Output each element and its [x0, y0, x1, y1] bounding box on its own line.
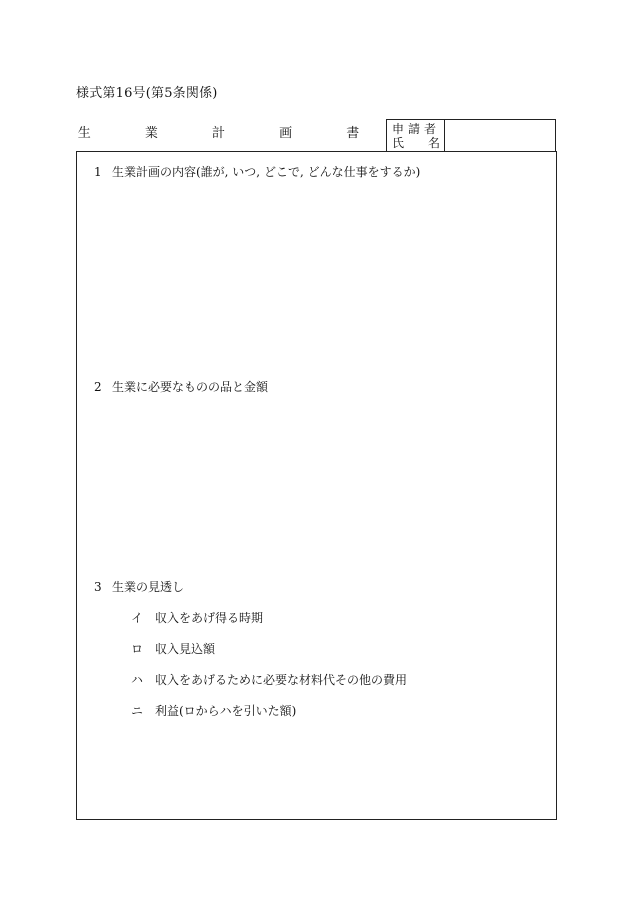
applicant-label-line2: 氏 名: [392, 136, 440, 150]
form-number: 様式第16号(第5条関係): [76, 86, 218, 101]
applicant-label: [387, 120, 445, 151]
section-number: 1: [94, 165, 102, 179]
subitem-text: 収入をあげ得る時期: [155, 611, 264, 625]
subitem-ni: [131, 702, 296, 719]
section-3-entry-area[interactable]: [77, 722, 556, 818]
page-title: 生 業 計 画 書: [77, 126, 385, 141]
subitem-text: 収入見込額: [155, 642, 216, 656]
subitem-mark: イ: [131, 611, 144, 625]
applicant-name-field[interactable]: [445, 120, 555, 151]
section-1-entry-area[interactable]: [77, 182, 556, 372]
section-text: 生業計画の内容(誰が, いつ, どこで, どんな仕事をするか): [112, 165, 421, 179]
section-2-entry-area[interactable]: [77, 397, 556, 567]
section-text: 生業の見透し: [112, 580, 185, 594]
subitem-mark: ニ: [131, 704, 144, 718]
section-1: [94, 163, 420, 180]
applicant-label-line1: 申請者: [392, 122, 441, 136]
section-2: [94, 378, 268, 395]
section-3: [94, 578, 184, 595]
section-number: 2: [94, 380, 102, 394]
subitem-mark: ハ: [131, 673, 144, 687]
subitem-text: 利益(ロからハを引いた額): [155, 704, 297, 718]
subitem-ro: [131, 640, 215, 657]
subitem-i: [131, 609, 263, 626]
subitem-mark: ロ: [131, 642, 144, 656]
subitem-ha: [131, 671, 407, 688]
applicant-box: [386, 119, 556, 151]
section-number: 3: [94, 580, 102, 594]
section-text: 生業に必要なものの品と金額: [112, 380, 269, 394]
subitem-text: 収入をあげるために必要な材料代その他の費用: [155, 673, 408, 687]
